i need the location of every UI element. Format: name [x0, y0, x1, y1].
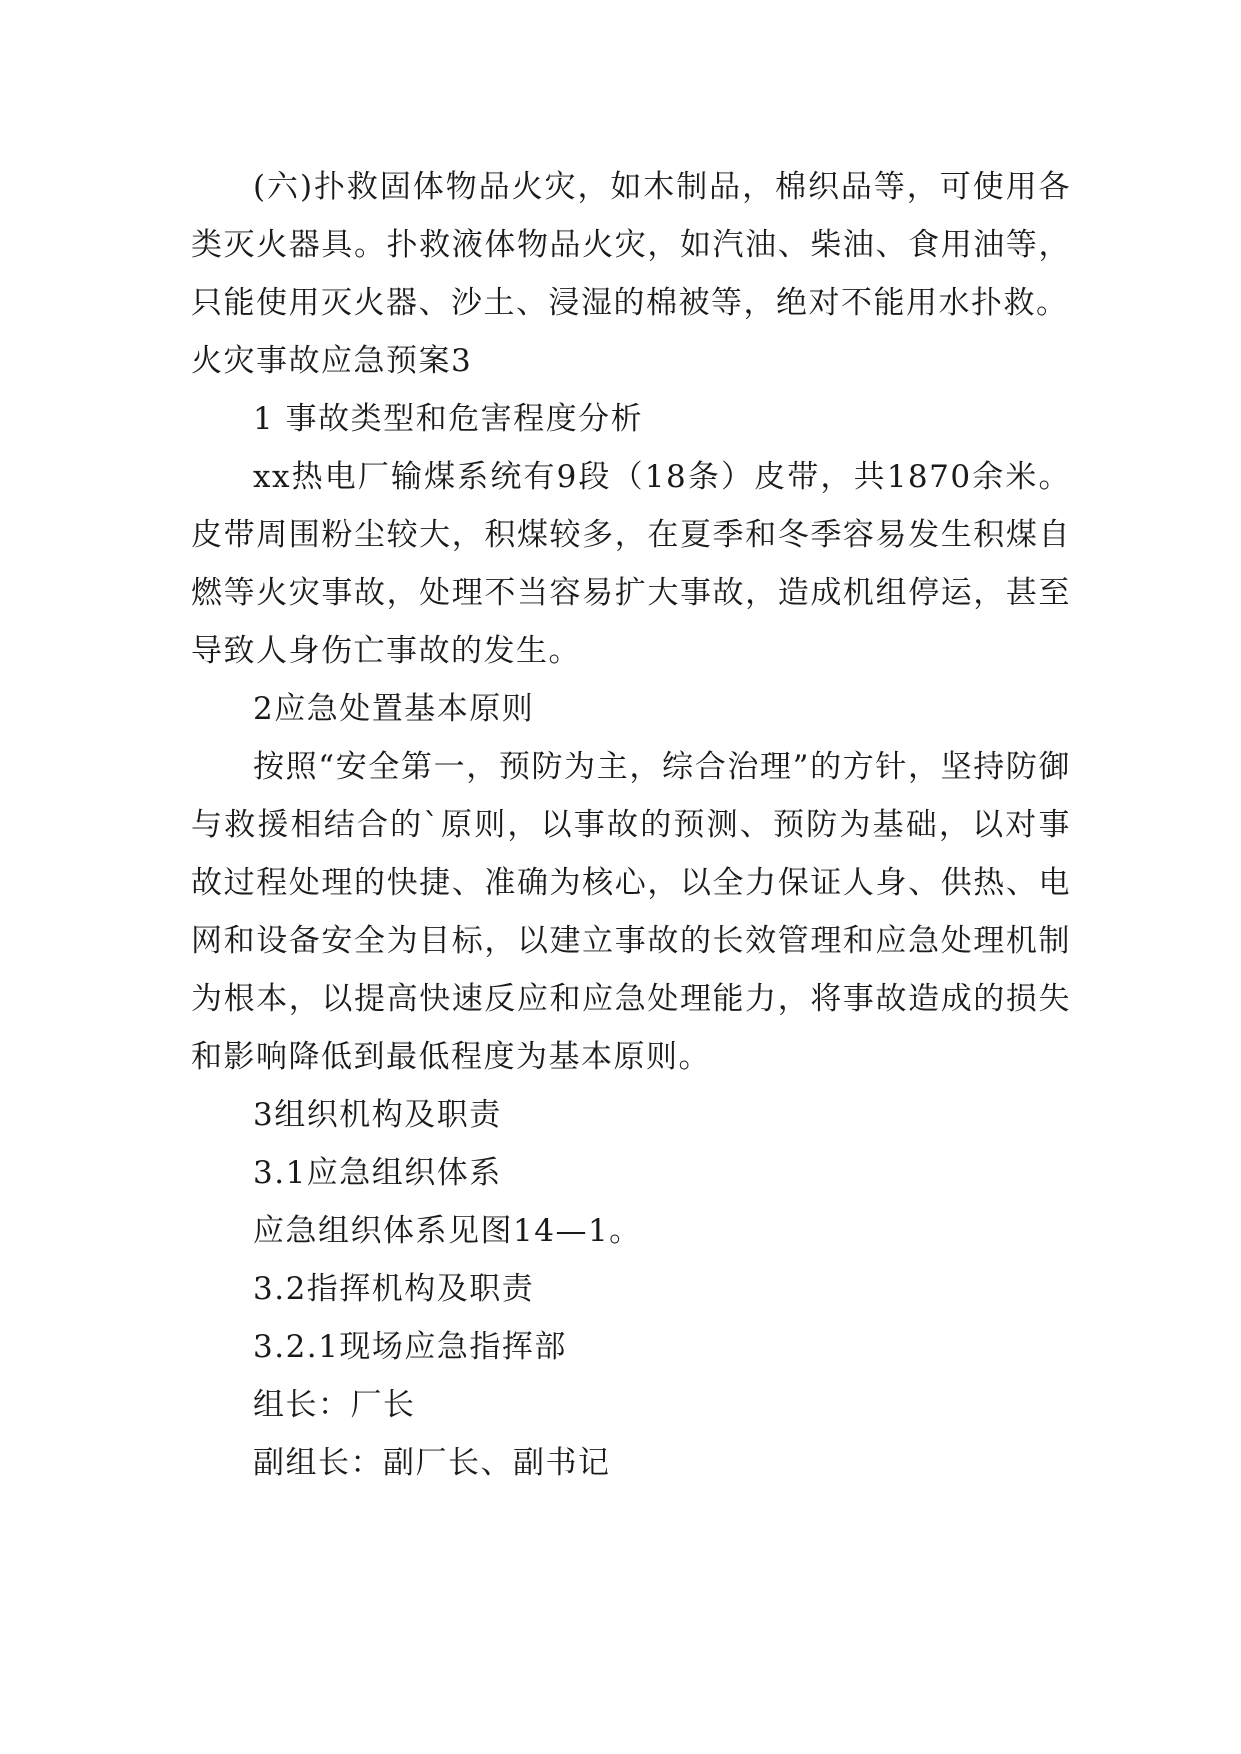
paragraph-deputy-leader: 副组长：副厂长、副书记	[253, 1445, 611, 1481]
paragraph-coal-conveyor-description: xx热电厂输煤系统有9段（18条）皮带，共1870余米。皮带周围粉尘较大，积煤较多，在夏季和冬季容易发生积煤自燃等火灾事故，处理不当容易扩大事故，造成机组停运，甚至导致人身伤亡事故的发生。	[191, 459, 1071, 669]
heading-accident-type-analysis: 1 事故类型和危害程度分析	[253, 401, 644, 437]
heading-onsite-command: 3.2.1现场应急指挥部	[253, 1329, 567, 1365]
section-title-fire-plan-3: 火灾事故应急预案3	[191, 343, 473, 379]
heading-emergency-principles: 2应急处置基本原则	[253, 691, 535, 727]
document-body	[191, 158, 1071, 1492]
heading-command-structure: 3.2指挥机构及职责	[253, 1271, 535, 1307]
paragraph-team-leader: 组长：厂长	[253, 1387, 416, 1423]
paragraph-principles-body: 按照“安全第一，预防为主，综合治理”的方针，坚持防御与救援相结合的`原则，以事故的预测、预防为基础，以对事故过程处理的快捷、准确为核心，以全力保证人身、供热、电网和设备安全为目标，以建立事故的长效管理和应急处理机制为根本，以提高快速反应和应急处理能力，将事故造成的损失和影响降低到最低程度为基本原则。	[191, 749, 1071, 1075]
heading-emergency-org-system: 3.1应急组织体系	[253, 1155, 502, 1191]
heading-organization-duties: 3组织机构及职责	[253, 1097, 502, 1133]
paragraph-fire-extinguishing: (六)扑救固体物品火灾，如木制品，棉织品等，可使用各类灭火器具。扑救液体物品火灾，如汽油、柴油、食用油等，只能使用灭火器、沙土、浸湿的棉被等，绝对不能用水扑救。	[191, 169, 1071, 321]
paragraph-org-system-figure-ref: 应急组织体系见图14—1。	[253, 1213, 642, 1249]
